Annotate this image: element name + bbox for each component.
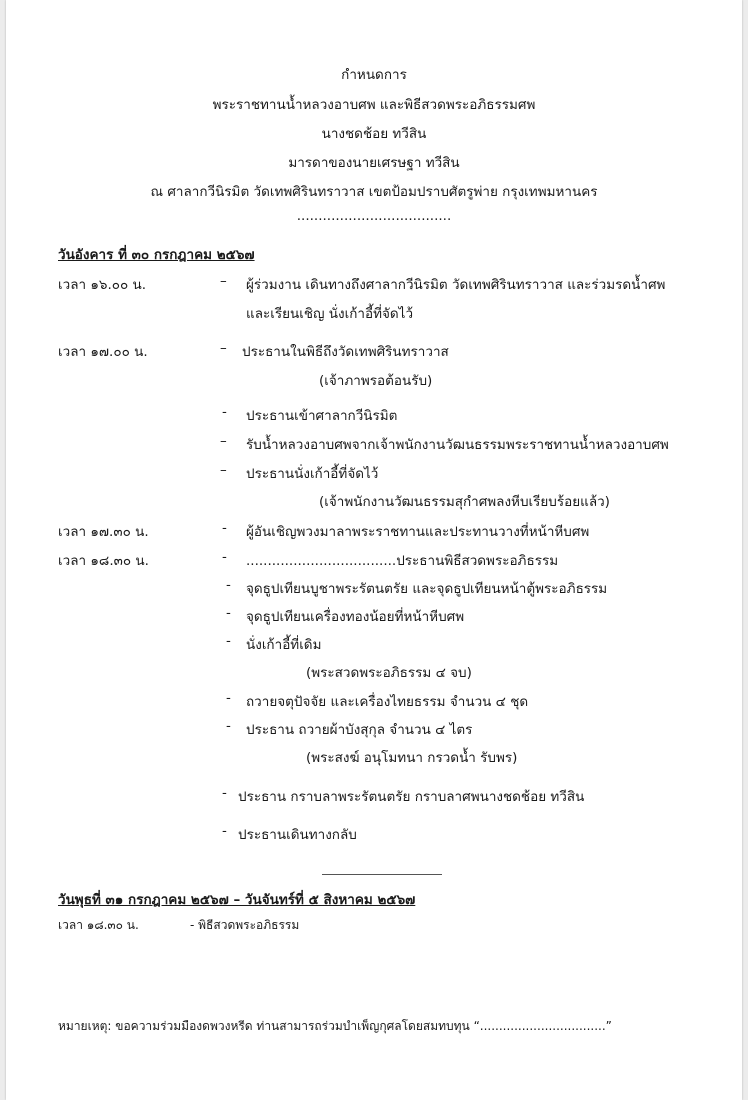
day2-title: วันพุธที่ ๓๑ กรกฎาคม ๒๕๖๗ – วันจันทร์ที่ ๕ สิงหาคม ๒๕๖๗ — [58, 892, 416, 908]
dash: - — [222, 785, 227, 801]
agenda-line: ประธานในพิธีถึงวัดเทพศิรินทราวาส — [242, 344, 449, 360]
relation-line: มารดาของนายเศรษฐา ทวีสิน — [288, 155, 460, 171]
document-page — [6, 0, 742, 1100]
header-dots: .................................... — [296, 208, 452, 224]
dash: - — [226, 605, 231, 621]
agenda-line: - พิธีสวดพระอภิธรรม — [190, 918, 300, 932]
dash: - — [226, 718, 231, 734]
dash: – — [220, 433, 227, 449]
time-1730: เวลา ๑๗.๓๐ น. — [58, 524, 149, 540]
agenda-line: ประธานนั่งเก้าอี้ที่จัดไว้ — [246, 466, 379, 482]
agenda-line: ถวายจตุปัจจัย และเครื่องไทยธรรม จำนวน ๔ ชุด — [246, 694, 529, 710]
time-1700: เวลา ๑๗.๐๐ น. — [58, 344, 148, 360]
agenda-note: (เจ้าภาพรอต้อนรับ) — [319, 373, 433, 389]
agenda-line: ประธาน กราบลาพระรัตนตรัย กราบลาศพนางชดช้อย ทวีสิน — [238, 789, 585, 805]
agenda-note: (พระสวดพระอภิธรรม ๔ จบ) — [306, 665, 472, 681]
agenda-note: (เจ้าพนักงานวัฒนธรรมสุกำศพลงหีบเรียบร้อยแล้ว) — [319, 494, 610, 510]
venue-line: ณ ศาลากวีนิรมิต วัดเทพศิรินทราวาส เขตป้อมปราบศัตรูพ่าย กรุงเทพมหานคร — [150, 184, 598, 200]
dash: – — [220, 340, 227, 356]
agenda-line: ผู้ร่วมงาน เดินทางถึงศาลากวีนิรมิต วัดเทพศิรินทราวาส และร่วมรดน้ำศพ — [246, 277, 666, 293]
time-1830: เวลา ๑๘.๓๐ น. — [58, 918, 139, 932]
dash: - — [222, 404, 227, 420]
dash: - — [226, 690, 231, 706]
dash: - — [222, 823, 227, 839]
agenda-line: ...................................ประธานพิธีสวดพระอภิธรรม — [246, 553, 559, 569]
time-1600: เวลา ๑๖.๐๐ น. — [58, 277, 147, 293]
dash: - — [226, 577, 231, 593]
dash: - — [222, 549, 227, 565]
dash: – — [220, 273, 227, 289]
footer-note: หมายเหตุ: ขอความร่วมมืองดพวงหรีด ท่านสามารถร่วมบำเพ็ญกุศลโดยสมทบทุน “.................................” — [58, 1019, 612, 1033]
dash: – — [220, 462, 227, 478]
section-divider — [322, 874, 442, 875]
agenda-line: ประธาน ถวายผ้าบังสุกุล จำนวน ๔ ไตร — [246, 722, 473, 738]
dash: - — [222, 520, 227, 536]
day1-title: วันอังคาร ที่ ๓๐ กรกฎาคม ๒๕๖๗ — [58, 247, 255, 263]
agenda-note: (พระสงฆ์ อนุโมทนา กรวดน้ำ รับพร) — [306, 750, 518, 766]
time-1830: เวลา ๑๘.๓๐ น. — [58, 553, 149, 569]
agenda-line: รับน้ำหลวงอาบศพจากเจ้าพนักงานวัฒนธรรมพระราชทานน้ำหลวงอาบศพ — [246, 437, 669, 453]
agenda-line: จุดธูปเทียนเครื่องทองน้อยที่หน้าหีบศพ — [246, 609, 465, 625]
agenda-line: ผู้อันเชิญพวงมาลาพระราชทานและประทานวางที่หน้าหีบศพ — [246, 524, 590, 540]
doc-title: กำหนดการ — [341, 67, 407, 83]
agenda-line: จุดธูปเทียนบูชาพระรัตนตรัย และจุดธูปเทียนหน้าตู้พระอภิธรรม — [246, 581, 608, 597]
dash: - — [226, 633, 231, 649]
agenda-line: ประธานเข้าศาลากวีนิรมิต — [246, 408, 398, 424]
agenda-line: ประธานเดินทางกลับ — [238, 827, 357, 843]
agenda-line: และเรียนเชิญ นั่งเก้าอี้ที่จัดไว้ — [246, 306, 414, 322]
agenda-line: นั่งเก้าอี้ที่เดิม — [246, 637, 322, 653]
deceased-name: นางชดช้อย ทวีสิน — [321, 126, 427, 142]
ceremony-title: พระราชทานน้ำหลวงอาบศพ และพิธีสวดพระอภิธรรมศพ — [212, 97, 536, 113]
